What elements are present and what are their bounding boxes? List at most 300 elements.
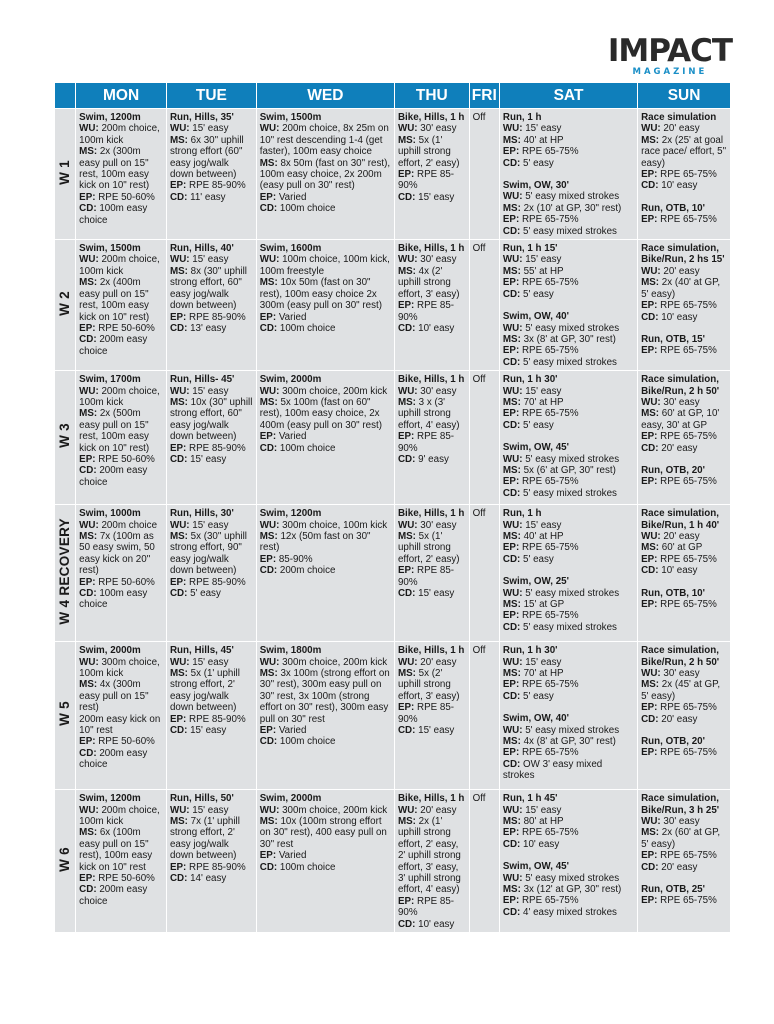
- workout-value: 5' easy mixed strokes: [523, 487, 617, 499]
- workout-line: [170, 266, 254, 312]
- day-header-sat: SAT: [500, 83, 637, 108]
- workout-line: [398, 668, 467, 702]
- workout-key: CD:: [397, 724, 419, 736]
- workout-value: 5x (1' uphill strong effort, 2' easy): [397, 134, 460, 169]
- workout-line: [503, 679, 635, 690]
- workout-line: [641, 702, 728, 713]
- workout-cell-wed: [257, 109, 394, 239]
- workout-value: RPE 65-75%: [521, 542, 579, 554]
- workout-key: WU:: [641, 265, 664, 277]
- workout-line: [170, 657, 254, 668]
- workout-line: [170, 443, 254, 454]
- workout-key: MS:: [397, 265, 419, 277]
- workout-value: RPE 65-75%: [660, 431, 717, 443]
- workout-value: 200m choice, 100m kick: [79, 804, 160, 827]
- week-label: W 5: [57, 701, 73, 727]
- workout-value: RPE 50-60%: [98, 453, 155, 465]
- workout-value: 14' easy: [190, 872, 227, 884]
- workout-value: 20' easy: [661, 442, 698, 454]
- workout-line: [641, 850, 728, 861]
- week-row: [55, 790, 730, 932]
- workout-key: EP:: [502, 277, 522, 289]
- workout-line: [170, 312, 254, 323]
- workout-value: 200m choice, 100m kick: [79, 254, 160, 277]
- workout-value: 30' easy: [420, 254, 457, 266]
- workout-title: Run, Hills, 30': [169, 508, 234, 520]
- workout-line: [503, 334, 635, 345]
- workout-value: 7x (1' uphill strong effort, 2' easy jog/walk down between): [169, 815, 240, 862]
- workout-value: 40' at HP: [523, 134, 564, 146]
- workout-value: 55' at HP: [523, 265, 564, 277]
- workout-key: WU:: [502, 519, 526, 531]
- workout-line: [503, 747, 635, 758]
- section-spacer: [503, 431, 635, 442]
- workout-line: [79, 123, 164, 146]
- workout-cell-wed: [257, 371, 394, 504]
- workout-line: [641, 816, 728, 827]
- workout-title: Swim, OW, 30': [502, 180, 569, 192]
- workout-key: EP:: [641, 214, 661, 226]
- workout-title: Swim, 1200m: [79, 793, 141, 805]
- workout-line: [260, 816, 392, 850]
- section-spacer: [503, 300, 635, 311]
- workout-value: 200m choice, 8x 25m on 10" rest descending 1-4 (get faster), 100m easy choice: [259, 123, 389, 158]
- workout-key: EP:: [259, 850, 279, 862]
- workout-value: RPE 85-90%: [189, 861, 246, 873]
- workout-line: [503, 476, 635, 487]
- workout-line: [398, 123, 467, 134]
- workout-key: CD:: [259, 736, 280, 748]
- workout-value: 5' easy mixed strokes: [525, 191, 620, 203]
- workout-value: 2x (10' at GP, 30" rest): [523, 202, 622, 214]
- workout-line: [641, 277, 728, 300]
- workout-value: RPE 85-90%: [189, 713, 246, 725]
- workout-key: EP:: [169, 713, 190, 725]
- workout-key: MS:: [169, 815, 191, 827]
- workout-key: EP:: [502, 408, 522, 420]
- workout-line: [503, 588, 635, 599]
- workout-key: EP:: [641, 702, 661, 714]
- workout-line: [398, 192, 467, 203]
- workout-value: 70' at HP: [523, 667, 564, 679]
- workout-cell-sun: [638, 505, 730, 641]
- workout-key: CD:: [502, 621, 524, 633]
- day-header-mon: MON: [76, 83, 166, 108]
- workout-value: 20' easy: [663, 123, 700, 135]
- workout-value: 15' easy: [190, 453, 227, 465]
- logo-wordmark: IMPACT: [607, 33, 732, 69]
- workout-value: 20' easy: [661, 713, 698, 725]
- week-label: W 3: [57, 423, 73, 449]
- day-header-sun: SUN: [638, 83, 730, 108]
- workout-key: WU:: [397, 656, 421, 668]
- workout-line: [79, 873, 164, 884]
- workout-value: 100m choice: [279, 322, 336, 334]
- workout-value: 6x (100m easy pull on 15" rest), 100m easy kick on 10" rest: [79, 827, 153, 873]
- workout-line: [79, 520, 164, 531]
- workout-line: [503, 408, 635, 419]
- workout-key: MS:: [259, 277, 281, 289]
- workout-line: [641, 599, 728, 610]
- week-label-cell: [55, 240, 75, 370]
- workout-key: EP:: [641, 895, 661, 907]
- workout-text: Off: [472, 645, 486, 657]
- workout-title: Run, 1 h: [502, 112, 542, 123]
- workout-key: CD:: [169, 191, 191, 203]
- workout-key: MS:: [397, 530, 419, 542]
- week-label-cell: [55, 505, 75, 641]
- workout-key: WU:: [641, 667, 664, 679]
- workout-line: [503, 610, 635, 621]
- day-header-tue: TUE: [167, 83, 256, 108]
- workout-cell-mon: [76, 790, 166, 932]
- workout-value: RPE 85-90%: [397, 895, 455, 919]
- workout-line: [398, 266, 467, 300]
- workout-value: RPE 85-90%: [397, 169, 455, 192]
- workout-value: 10' easy: [661, 311, 698, 323]
- workout-value: RPE 65-75%: [660, 169, 717, 181]
- workout-line: [503, 488, 635, 499]
- workout-title: Run, 1 h 30': [502, 374, 558, 386]
- workout-line: [260, 657, 392, 668]
- workout-value: RPE 50-60%: [98, 322, 155, 334]
- workout-cell-tue: [167, 790, 256, 932]
- workout-value: 30' easy: [663, 815, 700, 827]
- workout-line: [503, 542, 635, 553]
- workout-title: Swim, OW, 25': [502, 576, 569, 588]
- workout-key: EP:: [169, 576, 190, 588]
- workout-value: 5x (2' uphill strong effort, 3' easy): [397, 667, 460, 702]
- workout-value: 5' easy mixed strokes: [523, 621, 617, 633]
- workout-line: [641, 679, 728, 702]
- workout-line: [503, 465, 635, 476]
- workout-title: Run, OTB, 10': [641, 587, 705, 599]
- workout-value: 300m choice, 100m kick: [282, 519, 388, 531]
- workout-line: [503, 599, 635, 610]
- workout-value: Varied: [278, 431, 307, 443]
- workout-value: 10' easy: [418, 322, 455, 334]
- workout-key: EP:: [502, 542, 522, 554]
- section-spacer: [503, 565, 635, 576]
- workout-line: [79, 577, 164, 588]
- workout-line: [398, 725, 467, 736]
- workout-line: [503, 135, 635, 146]
- workout-title: Bike, Hills, 1 h: [397, 645, 465, 657]
- workout-key: EP:: [641, 747, 661, 759]
- workout-line: [641, 431, 728, 442]
- workout-key: CD:: [79, 203, 100, 215]
- workout-key: WU:: [502, 872, 526, 884]
- workout-line: [260, 312, 392, 323]
- workout-key: WU:: [79, 804, 102, 816]
- workout-cell-thu: [395, 371, 469, 504]
- workout-key: CD:: [169, 587, 191, 599]
- workout-key: MS:: [641, 542, 662, 554]
- workout-line: [79, 254, 164, 277]
- workout-value: 30' easy: [420, 385, 457, 397]
- workout-value: 200m choice, 100m kick: [79, 123, 160, 146]
- week-label: W 1: [57, 159, 73, 185]
- workout-cell-mon: [76, 642, 166, 789]
- workout-cell-tue: [167, 642, 256, 789]
- workout-value: RPE 65-75%: [521, 895, 579, 907]
- workout-key: MS:: [259, 157, 281, 169]
- training-plan-table: [54, 82, 731, 933]
- workout-value: 10' easy: [661, 180, 698, 192]
- workout-line: [641, 827, 728, 850]
- workout-title: Swim, 1500m: [79, 243, 141, 255]
- workout-line: [79, 588, 164, 611]
- workout-line: [79, 454, 164, 465]
- workout-line: [641, 180, 728, 191]
- workout-title: Run, 1 h 15': [502, 243, 558, 255]
- workout-key: CD:: [79, 334, 100, 346]
- workout-value: 15' easy: [418, 587, 455, 599]
- workout-line: [170, 192, 254, 203]
- workout-cell-sun: [638, 109, 730, 239]
- workout-cell-mon: [76, 505, 166, 641]
- workout-value: 7x (100m as 50 easy swim, 50 easy kick on 20" rest): [79, 530, 155, 577]
- workout-value: RPE 65-75%: [521, 679, 579, 691]
- workout-line: [170, 123, 254, 134]
- workout-key: CD:: [169, 872, 191, 884]
- workout-line: [503, 420, 635, 431]
- workout-key: CD:: [79, 747, 100, 759]
- workout-key: EP:: [502, 146, 522, 158]
- workout-cell-sun: [638, 642, 730, 789]
- workout-key: MS:: [641, 679, 662, 691]
- workout-cell-wed: [257, 240, 394, 370]
- workout-line: [260, 277, 392, 311]
- workout-line: [503, 622, 635, 633]
- workout-title: Swim, OW, 45': [502, 442, 569, 454]
- workout-cell-mon: [76, 109, 166, 239]
- workout-key: WU:: [502, 254, 526, 266]
- workout-value: 15' easy: [418, 191, 455, 203]
- workout-key: CD:: [259, 442, 280, 454]
- workout-text: Off: [472, 243, 486, 255]
- workout-key: EP:: [502, 610, 522, 622]
- workout-value: 200m choice: [101, 519, 158, 531]
- workout-key: MS:: [502, 735, 524, 747]
- workout-value: RPE 65-75%: [521, 277, 579, 289]
- workout-value: 100m easy choice: [79, 587, 148, 611]
- workout-key: MS:: [502, 396, 524, 408]
- workout-line: [170, 862, 254, 873]
- workout-value: 5' easy mixed strokes: [525, 724, 620, 736]
- workout-key: MS:: [259, 667, 281, 679]
- workout-value: RPE 65-75%: [521, 408, 579, 420]
- workout-key: CD:: [502, 906, 524, 918]
- workout-line: [641, 345, 728, 356]
- workout-line: [170, 454, 254, 465]
- workout-line: [79, 805, 164, 828]
- workout-title: Swim, 2000m: [259, 374, 322, 386]
- workout-cell-mon: [76, 240, 166, 370]
- workout-key: CD:: [502, 758, 524, 770]
- workout-value: 2x (1' uphill strong effort, 2' easy, 2' uphill strong effort, 3' easy, 3' uphill strong effort, 4' easy): [397, 815, 461, 896]
- workout-key: CD:: [502, 157, 524, 169]
- workout-line: [641, 565, 728, 576]
- workout-key: EP:: [259, 431, 279, 443]
- workout-value: 8x (30" uphill strong effort, 60" easy jog/walk down between): [169, 265, 247, 312]
- workout-value: 300m choice, 100m kick: [79, 656, 160, 679]
- workout-value: 80' at HP: [523, 815, 564, 827]
- workout-line: [503, 691, 635, 702]
- workout-line: [398, 805, 467, 816]
- workout-key: MS:: [641, 408, 662, 420]
- workout-value: 15' easy: [418, 724, 455, 736]
- workout-cell-wed: [257, 505, 394, 641]
- workout-value: RPE 65-75%: [660, 300, 717, 312]
- workout-key: MS:: [502, 883, 524, 895]
- workout-key: EP:: [397, 300, 418, 312]
- header-corner: [55, 83, 75, 108]
- workout-key: CD:: [79, 884, 100, 896]
- workout-cell-sun: [638, 371, 730, 504]
- workout-value: 2x (60' at GP, 5' easy): [641, 827, 721, 850]
- workout-key: WU:: [502, 656, 526, 668]
- week-row: [55, 371, 730, 504]
- logo-subtitle: MAGAZINE: [632, 67, 708, 77]
- workout-key: WU:: [502, 804, 526, 816]
- day-header-wed: WED: [257, 83, 394, 108]
- workout-key: CD:: [259, 861, 280, 873]
- workout-key: EP:: [259, 553, 279, 565]
- workout-title: Run, 1 h: [502, 508, 542, 520]
- workout-key: MS:: [79, 277, 100, 289]
- workout-line: [398, 531, 467, 565]
- workout-key: WU:: [259, 254, 283, 266]
- workout-value: Varied: [278, 724, 307, 736]
- workout-key: MS:: [169, 396, 191, 408]
- workout-key: MS:: [641, 134, 662, 146]
- workout-value: 3x 100m (strong effort on 30" rest), 300m easy pull on 30" rest, 3x 100m (strong effort on 30" rest), 300m easy pull on 30" rest: [259, 667, 390, 725]
- workout-key: WU:: [259, 385, 283, 397]
- workout-value: 10x 50m (fast on 30" rest), 100m easy choice 2x 300m (easy pull on 30" rest): [259, 277, 382, 312]
- workout-value: 60' at GP, 10' easy, 30' at GP: [641, 408, 720, 431]
- workout-value: 100m choice: [279, 442, 336, 454]
- workout-value: 2x (300m easy pull on 15" rest, 100m easy kick on 10" rest): [79, 146, 150, 192]
- workout-value: 5' easy: [190, 587, 221, 599]
- workout-key: EP:: [259, 191, 279, 203]
- workout-title: Swim, 2000m: [79, 645, 141, 657]
- workout-value: RPE 85-90%: [397, 431, 455, 454]
- workout-value: RPE 65-75%: [521, 146, 579, 158]
- workout-value: 15' easy: [192, 519, 229, 531]
- workout-line: [170, 386, 254, 397]
- workout-value: RPE 65-75%: [521, 610, 579, 622]
- workout-value: RPE 65-75%: [521, 214, 579, 226]
- workout-cell-fri: [470, 240, 499, 370]
- workout-title: Run, OTB, 20': [641, 735, 705, 747]
- workout-key: MS:: [502, 815, 524, 827]
- workout-text: Off: [472, 508, 486, 520]
- workout-key: EP:: [169, 180, 190, 192]
- workout-value: 5' easy mixed strokes: [523, 356, 617, 368]
- workout-value: RPE 85-90%: [397, 702, 455, 725]
- workout-value: Varied: [278, 850, 307, 862]
- workout-line: [503, 839, 635, 850]
- workout-key: CD:: [259, 322, 280, 334]
- workout-line: [503, 759, 635, 782]
- workout-title: Run, Hills, 50': [169, 793, 234, 805]
- workout-key: WU:: [259, 519, 283, 531]
- workout-line: [260, 158, 392, 192]
- workout-line: [170, 180, 254, 191]
- workout-line: [398, 520, 467, 531]
- workout-title: Race simulation, Bike/Run, 2 h 50': [641, 374, 720, 397]
- workout-key: EP:: [397, 169, 418, 181]
- workout-key: MS:: [502, 134, 524, 146]
- workout-value: 5x 100m (fast on 60" rest), 100m easy choice, 2x 400m (easy pull on 30" rest): [259, 396, 382, 431]
- workout-value: 60' at GP: [661, 542, 703, 554]
- workout-line: [641, 443, 728, 454]
- workout-line: [79, 748, 164, 771]
- workout-title: Run, OTB, 20': [641, 464, 705, 476]
- workout-value: RPE 85-90%: [189, 311, 246, 323]
- workout-value: 5' easy: [523, 690, 554, 702]
- workout-value: 100m choice: [279, 736, 336, 748]
- workout-cell-thu: [395, 790, 469, 932]
- workout-value: 30' easy: [663, 667, 700, 679]
- workout-line: [79, 531, 164, 577]
- workout-value: 20' easy: [661, 861, 698, 873]
- workout-key: WU:: [397, 804, 421, 816]
- workout-line: [398, 919, 467, 930]
- workout-line: [79, 386, 164, 409]
- workout-value: 200m easy choice: [79, 334, 148, 357]
- workout-value: 2x (400m easy pull on 15" rest, 100m easy kick on 10" rest): [79, 277, 150, 323]
- workout-value: 2x (40' at GP, 5' easy): [641, 277, 721, 300]
- workout-value: 13' easy: [190, 322, 227, 334]
- week-label: W 4 RECOVERY: [57, 518, 73, 625]
- workout-key: CD:: [641, 565, 662, 577]
- workout-key: WU:: [169, 519, 193, 531]
- workout-line: [503, 386, 635, 397]
- workout-key: EP:: [641, 553, 661, 565]
- workout-line: [398, 397, 467, 431]
- workout-key: MS:: [169, 530, 191, 542]
- week-row: [55, 505, 730, 641]
- workout-value: 5' easy: [523, 553, 554, 565]
- workout-line: [503, 531, 635, 542]
- workout-key: EP:: [502, 214, 522, 226]
- section-spacer: [503, 169, 635, 180]
- workout-title: Swim, OW, 40': [502, 713, 569, 725]
- workout-line: [170, 725, 254, 736]
- workout-line: [398, 896, 467, 919]
- workout-line: [503, 554, 635, 565]
- workout-line: [260, 386, 392, 397]
- workout-line: [503, 668, 635, 679]
- workout-key: CD:: [502, 690, 524, 702]
- workout-line: [398, 169, 467, 192]
- workout-value: 100m choice: [279, 861, 336, 873]
- section-spacer: [503, 702, 635, 713]
- workout-cell-wed: [257, 790, 394, 932]
- workout-text: Off: [472, 374, 486, 386]
- workout-value: 15' easy: [525, 656, 562, 668]
- workout-value: 2x (45' at GP, 5' easy): [641, 679, 721, 702]
- workout-value: 5' easy mixed strokes: [523, 225, 617, 237]
- workout-value: 20' easy: [420, 804, 457, 816]
- workout-line: [398, 657, 467, 668]
- workout-key: MS:: [259, 530, 281, 542]
- workout-line: [641, 531, 728, 542]
- workout-cell-tue: [167, 505, 256, 641]
- workout-title: Swim, 1200m: [79, 112, 141, 123]
